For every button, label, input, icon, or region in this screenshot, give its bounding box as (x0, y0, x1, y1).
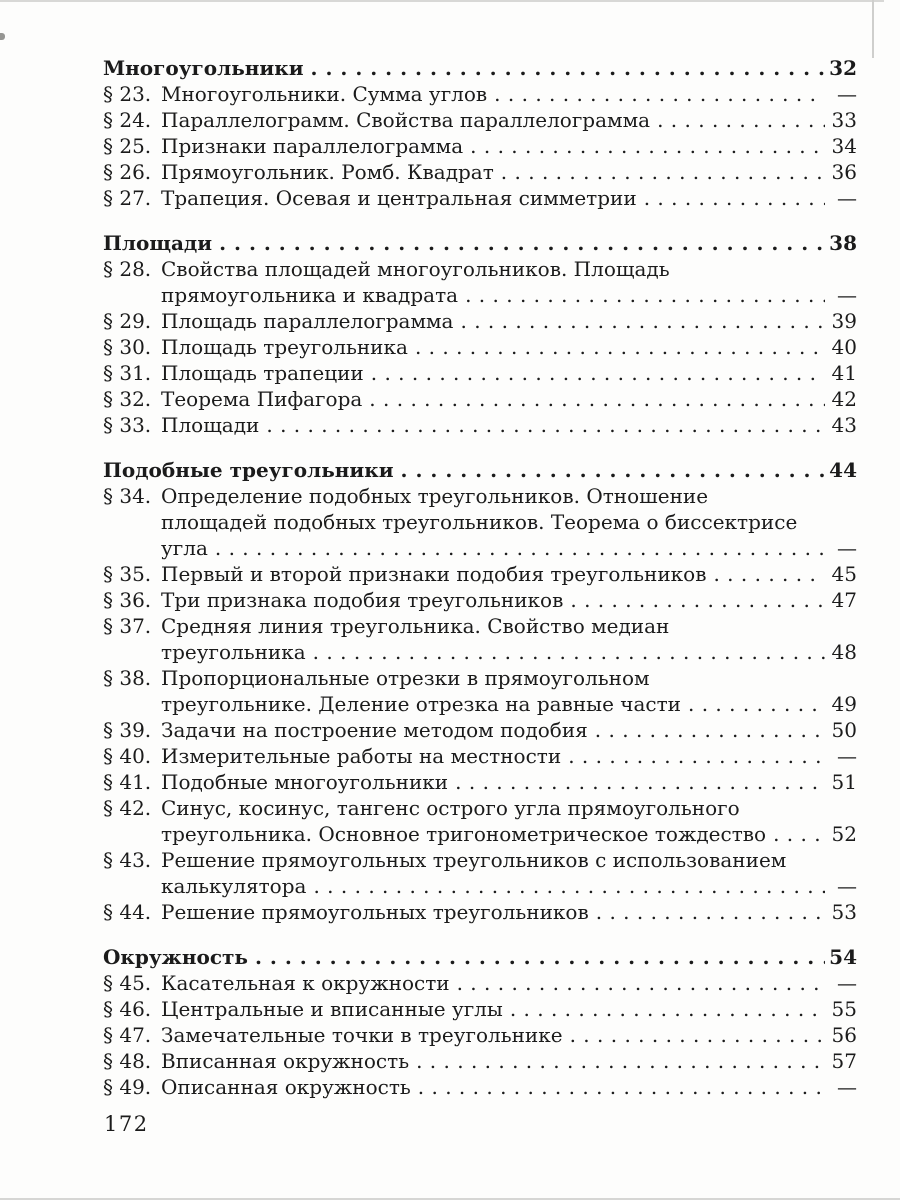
toc-entry-body (161, 1074, 857, 1100)
dot-leader (450, 970, 825, 996)
toc-entry (103, 970, 857, 996)
toc-entry (103, 133, 857, 159)
toc-entry-body (161, 1022, 857, 1048)
toc-entry-number: § 35. (103, 562, 152, 586)
toc-entry-body (161, 483, 857, 561)
toc-section-header (103, 55, 857, 81)
toc-section-page: 54 (829, 945, 857, 969)
dot-leader (463, 133, 825, 159)
toc-entry-page: 40 (831, 335, 857, 359)
toc-entry-body (161, 795, 857, 847)
toc-entry-title: Центральные и вписанные углы (161, 997, 503, 1021)
toc-entry-page: 43 (831, 413, 857, 437)
toc-entry-number: § 42. (103, 796, 152, 820)
toc-entry-body (161, 717, 857, 743)
toc-entry-title: Свойства площадей многоугольников. Площадь (161, 257, 670, 281)
toc-entry-body (161, 81, 857, 107)
toc-entry-number: § 30. (103, 335, 152, 359)
toc-entry-body (161, 996, 857, 1022)
toc-entry-body (161, 743, 857, 769)
toc-entry (103, 256, 857, 308)
toc-entry-line (161, 483, 857, 509)
dot-leader (637, 185, 825, 211)
toc-entry-line (161, 159, 857, 185)
toc-entry-page: 42 (831, 387, 857, 411)
toc-entry-title: Описанная окружность (161, 1075, 411, 1099)
toc-entry-line (161, 561, 857, 587)
scan-artifact-top-edge (0, 0, 884, 2)
toc-entry-title: Первый и второй признаки подобия треугольников (161, 562, 707, 586)
toc-entry-body (161, 159, 857, 185)
toc-entry-page: 53 (831, 900, 857, 924)
table-of-contents (103, 55, 857, 1100)
toc-entry-title: Три признака подобия треугольников (161, 588, 564, 612)
toc-entry (103, 360, 857, 386)
toc-entry-number: § 49. (103, 1075, 152, 1099)
toc-entry-line (161, 412, 857, 438)
toc-entry-line (161, 509, 857, 535)
toc-entry-number: § 36. (103, 588, 152, 612)
toc-entry-page: — (837, 971, 857, 995)
toc-entry-number: § 38. (103, 666, 152, 690)
toc-entry-title: Пропорциональные отрезки в прямоугольном (161, 666, 650, 690)
dot-leader (364, 360, 825, 386)
toc-entry-title: Площадь параллелограмма (161, 309, 454, 333)
toc-entry-line (161, 821, 857, 847)
dot-leader (494, 159, 825, 185)
dot-leader (589, 899, 825, 925)
toc-entry-number: § 31. (103, 361, 152, 385)
toc-entry (103, 996, 857, 1022)
toc-entry-line (161, 535, 857, 561)
toc-entry-title: Трапеция. Осевая и центральная симметрии (161, 186, 637, 210)
toc-entry-body (161, 256, 857, 308)
toc-entry-body (161, 334, 857, 360)
toc-entry-page: 49 (831, 692, 857, 716)
toc-entry-title: угла (161, 536, 208, 560)
toc-entry (103, 107, 857, 133)
toc-entry-number: § 34. (103, 484, 152, 508)
dot-leader (453, 308, 825, 334)
toc-entry-line (161, 847, 857, 873)
toc-entry-body (161, 107, 857, 133)
toc-section-entries (103, 483, 857, 925)
toc-entry (103, 185, 857, 211)
toc-entry-line (161, 691, 857, 717)
toc-entry-line (161, 970, 857, 996)
toc-entry-number: § 45. (103, 971, 152, 995)
toc-entry (103, 613, 857, 665)
toc-entry (103, 81, 857, 107)
toc-entry (103, 847, 857, 899)
toc-entry-line (161, 717, 857, 743)
toc-entry-body (161, 308, 857, 334)
toc-entry-body (161, 561, 857, 587)
toc-entry-body (161, 899, 857, 925)
toc-entry-line (161, 996, 857, 1022)
toc-entry-title: калькулятора (161, 874, 307, 898)
toc-section-page: 38 (829, 231, 857, 255)
toc-entry-title: Средняя линия треугольника. Свойство медиан (161, 614, 670, 638)
toc-entry-title: Синус, косинус, тангенс острого угла прямоугольного (161, 796, 740, 820)
dot-leader (248, 944, 825, 970)
toc-entry-line (161, 665, 857, 691)
toc-entry-page: 48 (831, 640, 857, 664)
toc-section (103, 55, 857, 211)
toc-entry-page: — (837, 874, 857, 898)
toc-entry-line (161, 360, 857, 386)
toc-entry-body (161, 386, 857, 412)
toc-entry (103, 769, 857, 795)
toc-entry-title: Подобные многоугольники (161, 770, 449, 794)
scan-artifact-right-edge (872, 0, 874, 58)
toc-entry-number: § 24. (103, 108, 152, 132)
toc-entry-line (161, 587, 857, 613)
toc-entry-title: Определение подобных треугольников. Отношение (161, 484, 709, 508)
toc-entry-number: § 32. (103, 387, 152, 411)
toc-section-entries (103, 970, 857, 1100)
dot-leader (394, 457, 825, 483)
toc-entry (103, 587, 857, 613)
toc-entry-title: Измерительные работы на местности (161, 744, 562, 768)
dot-leader (681, 691, 825, 717)
toc-entry-body (161, 360, 857, 386)
toc-section-header-line (103, 230, 857, 256)
toc-section (103, 230, 857, 438)
toc-entry (103, 1048, 857, 1074)
toc-entry (103, 308, 857, 334)
dot-leader (212, 230, 825, 256)
toc-section-header (103, 944, 857, 970)
toc-entry-page: 34 (831, 134, 857, 158)
toc-entry-line (161, 743, 857, 769)
toc-entry-line (161, 256, 857, 282)
scan-artifact-speck (0, 33, 5, 40)
toc-entry-body (161, 185, 857, 211)
toc-entry-number: § 26. (103, 160, 152, 184)
dot-leader (362, 386, 825, 412)
toc-entry (103, 899, 857, 925)
toc-entry-number: § 37. (103, 614, 152, 638)
toc-entry-page: 39 (831, 309, 857, 333)
toc-entry (103, 561, 857, 587)
toc-entry-body (161, 847, 857, 899)
toc-entry-title: треугольника (161, 640, 306, 664)
toc-section-header (103, 457, 857, 483)
toc-entry-page: 41 (831, 361, 857, 385)
toc-entry-page: 55 (831, 997, 857, 1021)
toc-entry (103, 386, 857, 412)
toc-entry-body (161, 970, 857, 996)
toc-entry-title: Площади (161, 413, 260, 437)
toc-entry-title: Теорема Пифагора (161, 387, 363, 411)
toc-entry-page: — (837, 82, 857, 106)
toc-entry (103, 665, 857, 717)
toc-entry-title: Касательная к окружности (161, 971, 450, 995)
dot-leader (563, 587, 825, 613)
toc-entry-body (161, 665, 857, 717)
toc-entry (103, 795, 857, 847)
toc-entry-number: § 48. (103, 1049, 152, 1073)
toc-entry-line (161, 1048, 857, 1074)
toc-section-header-line (103, 55, 857, 81)
toc-entry-page: — (837, 744, 857, 768)
toc-entry-line (161, 133, 857, 159)
dot-leader (563, 1022, 825, 1048)
toc-entry-number: § 39. (103, 718, 152, 742)
toc-entry-line (161, 795, 857, 821)
dot-leader (448, 769, 825, 795)
toc-section-header-line (103, 944, 857, 970)
dot-leader (409, 1048, 825, 1074)
toc-entry-title: Вписанная окружность (161, 1049, 410, 1073)
toc-entry-number: § 41. (103, 770, 152, 794)
toc-section-header-line (103, 457, 857, 483)
toc-entry-title: Признаки параллелограмма (161, 134, 464, 158)
dot-leader (650, 107, 825, 133)
toc-entry-body (161, 1048, 857, 1074)
toc-entry-line (161, 107, 857, 133)
toc-entry (103, 717, 857, 743)
toc-entry-title: Многоугольники. Сумма углов (161, 82, 488, 106)
toc-entry-body (161, 133, 857, 159)
toc-entry-line (161, 81, 857, 107)
dot-leader (411, 1074, 825, 1100)
toc-entry-line (161, 185, 857, 211)
toc-entry-line (161, 1022, 857, 1048)
toc-entry-page: 51 (831, 770, 857, 794)
toc-entry-body (161, 769, 857, 795)
toc-entry-title: Прямоугольник. Ромб. Квадрат (161, 160, 494, 184)
dot-leader (588, 717, 825, 743)
dot-leader (208, 535, 825, 561)
toc-entry-line (161, 334, 857, 360)
dot-leader (766, 821, 825, 847)
footer-page-number: 172 (104, 1112, 149, 1136)
toc-entry-page: 45 (831, 562, 857, 586)
toc-entry-number: § 28. (103, 257, 152, 281)
toc-entry (103, 483, 857, 561)
toc-entry-number: § 44. (103, 900, 152, 924)
toc-entry-page: 36 (831, 160, 857, 184)
toc-entry-page: — (837, 1075, 857, 1099)
toc-entry-title: Площадь трапеции (161, 361, 364, 385)
toc-entry-number: § 25. (103, 134, 152, 158)
dot-leader (306, 873, 825, 899)
dot-leader (706, 561, 825, 587)
toc-entry-title: прямоугольника и квадрата (161, 283, 459, 307)
toc-entry-page: 57 (831, 1049, 857, 1073)
toc-entry-line (161, 1074, 857, 1100)
toc-entry (103, 412, 857, 438)
toc-entry-number: § 27. (103, 186, 152, 210)
toc-entry-line (161, 899, 857, 925)
toc-entry (103, 334, 857, 360)
dot-leader (561, 743, 825, 769)
toc-entry-number: § 29. (103, 309, 152, 333)
toc-entry-body (161, 587, 857, 613)
toc-section-page: 44 (829, 458, 857, 482)
toc-entry-line (161, 386, 857, 412)
toc-entry-page: 47 (831, 588, 857, 612)
toc-entry-page: 56 (831, 1023, 857, 1047)
toc-section-header (103, 230, 857, 256)
toc-entry-body (161, 412, 857, 438)
toc-entry-title: треугольнике. Деление отрезка на равные части (161, 692, 681, 716)
toc-entry-line (161, 282, 857, 308)
toc-section (103, 944, 857, 1100)
toc-section-title: Площади (103, 231, 213, 255)
toc-entry-line (161, 769, 857, 795)
toc-entry-number: § 47. (103, 1023, 152, 1047)
toc-entry-title: площадей подобных треугольников. Теорема о биссектрисе (161, 510, 798, 534)
toc-entry-line (161, 308, 857, 334)
toc-entry (103, 1022, 857, 1048)
dot-leader (306, 639, 825, 665)
toc-entry-page: 50 (831, 718, 857, 742)
toc-entry-number: § 23. (103, 82, 152, 106)
toc-entry-title: Решение прямоугольных треугольников (161, 900, 589, 924)
toc-entry-title: треугольника. Основное тригонометрическое тождество (161, 822, 767, 846)
dot-leader (458, 282, 825, 308)
toc-entry-page: — (837, 283, 857, 307)
toc-entry-page: — (837, 536, 857, 560)
toc-entry (103, 1074, 857, 1100)
toc-section (103, 457, 857, 925)
toc-entry-number: § 40. (103, 744, 152, 768)
toc-section-title: Многоугольники (103, 56, 304, 80)
toc-entry-number: § 33. (103, 413, 152, 437)
toc-section-title: Окружность (103, 945, 248, 969)
dot-leader (487, 81, 825, 107)
toc-entry (103, 743, 857, 769)
toc-entry (103, 159, 857, 185)
dot-leader (503, 996, 825, 1022)
toc-entry-number: § 46. (103, 997, 152, 1021)
toc-entry-number: § 43. (103, 848, 152, 872)
toc-entry-title: Параллелограмм. Свойства параллелограмма (161, 108, 651, 132)
toc-entry-title: Задачи на построение методом подобия (161, 718, 588, 742)
toc-section-entries (103, 81, 857, 211)
toc-entry-line (161, 873, 857, 899)
toc-entry-body (161, 613, 857, 665)
toc-entry-title: Замечательные точки в треугольнике (161, 1023, 563, 1047)
toc-entry-page: 33 (831, 108, 857, 132)
dot-leader (408, 334, 825, 360)
toc-entry-title: Решение прямоугольных треугольников с использованием (161, 848, 787, 872)
toc-entry-line (161, 639, 857, 665)
toc-entry-line (161, 613, 857, 639)
toc-entry-title: Площадь треугольника (161, 335, 408, 359)
toc-section-entries (103, 256, 857, 438)
dot-leader (259, 412, 825, 438)
toc-section-page: 32 (829, 56, 857, 80)
toc-entry-page: 52 (831, 822, 857, 846)
toc-section-title: Подобные треугольники (103, 458, 394, 482)
toc-entry-page: — (837, 186, 857, 210)
dot-leader (304, 55, 825, 81)
